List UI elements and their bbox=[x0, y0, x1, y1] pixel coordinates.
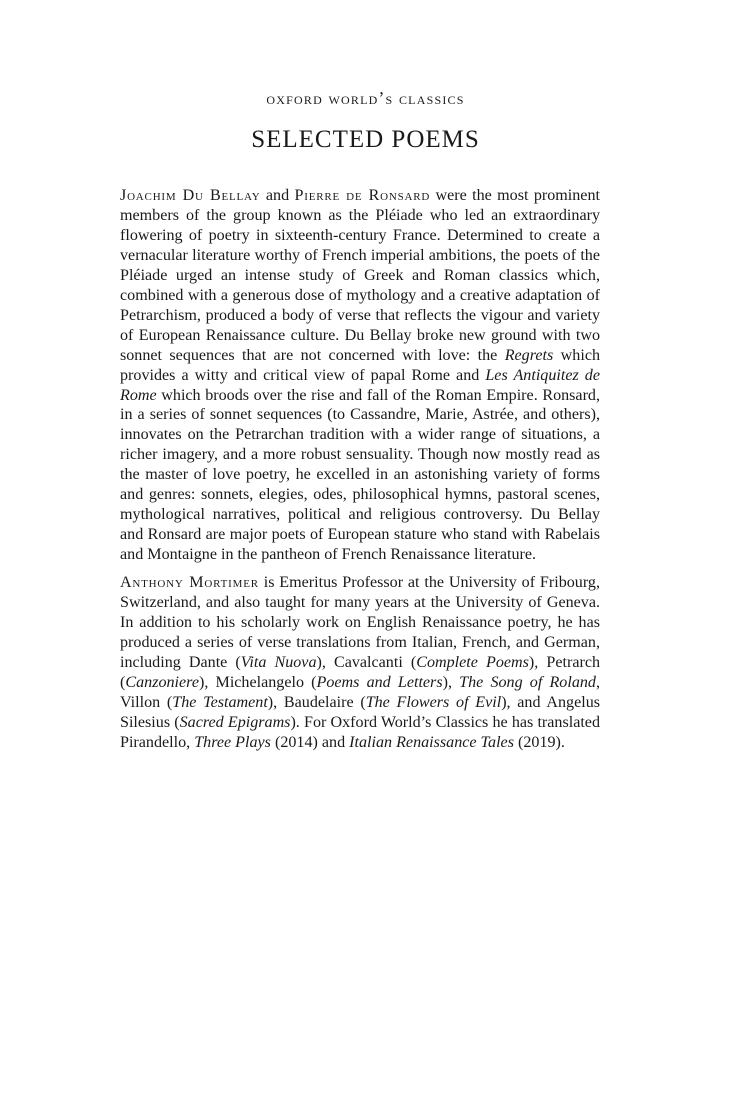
text-run: , Villon ( bbox=[120, 673, 600, 711]
work-title: The Flowers of Evil bbox=[365, 693, 502, 711]
work-title: Italian Renaissance Tales bbox=[349, 733, 514, 751]
text-run: is Emeritus Professor at the University of Fribourg, Switzerland, and also taught for many years at the University of Geneva. In addition to his scholarly work on English Renaissance poetry, he has produced a series of verse translations from Italian, French, and German, including Dante ( bbox=[120, 574, 600, 671]
author-name-du-bellay: Joachim Du Bellay bbox=[120, 187, 261, 204]
work-title: Complete Poems bbox=[416, 653, 529, 671]
text-run: (2019). bbox=[513, 733, 565, 751]
work-title: Canzoniere bbox=[125, 673, 199, 691]
work-title: Regrets bbox=[504, 346, 554, 364]
text-run: and bbox=[260, 187, 295, 204]
book-description bbox=[120, 186, 600, 565]
text-run: which provides a witty and critical view of papal Rome and bbox=[120, 346, 601, 384]
book-title: SELECTED POEMS bbox=[251, 126, 480, 153]
blurb bbox=[120, 186, 600, 761]
work-title: Les Antiquitez de Rome bbox=[120, 366, 600, 404]
text-run: (2014) and bbox=[270, 733, 350, 751]
work-title: Sacred Epigrams bbox=[179, 713, 291, 731]
text-run: ), Petrarch ( bbox=[120, 653, 601, 691]
translator-name: Anthony Mortimer bbox=[120, 574, 259, 592]
work-title: Three Plays bbox=[194, 733, 271, 751]
text-run: ). For Oxford World’s Classics he has translated Pirandello, bbox=[120, 713, 600, 751]
text-run: ), bbox=[442, 673, 460, 691]
text-run: which broods over the rise and fall of the Roman Empire. Ronsard, in a series of sonnet sequences (to Cassandre, Marie, Astrée, and others), innovates on the Petrarchan tradition with a wider range of situations, a richer imagery, and a more robust sensuality. Though now mostly read as the master of love poetry, he excelled in an astonishing variety of forms and genres: sonnets, elegies, odes, philosophical hymns, pastoral scenes, mythological narratives, political and religious controversy. Du Bellay and Ronsard are major poets of European stature who stand with Rabelais and Montaigne in the pantheon of French Renaissance literature. bbox=[120, 386, 600, 564]
work-title: The Testament bbox=[172, 693, 268, 711]
work-title: The Song of Roland bbox=[459, 673, 596, 691]
text-run: were the most prominent members of the group known as the Pléiade who led an extraordinary flowering of poetry in sixteenth-century France. Determined to create a vernacular literature worthy of French imperial ambitions, the poets of the Pléiade urged an intense study of Greek and Roman classics which, combined with a generous dose of mythology and a creative adaptation of Petrarchism, produced a body of verse that reflects the vigour and variety of European Renaissance culture. Du Bellay broke new ground with two sonnet sequences that are not concerned with love: the bbox=[120, 187, 600, 364]
text-run: ), Michelangelo ( bbox=[198, 673, 317, 691]
translator-bio bbox=[120, 573, 600, 753]
work-title: Poems and Letters bbox=[316, 673, 443, 691]
series-name: oxford world’s classics bbox=[266, 88, 465, 108]
text-run: ), Baudelaire ( bbox=[267, 693, 366, 711]
work-title: Vita Nuova bbox=[240, 653, 317, 671]
text-run: ), Cavalcanti ( bbox=[316, 653, 417, 671]
author-name-ronsard: Pierre de Ronsard bbox=[294, 187, 431, 204]
text-run: ), and Angelus Silesius ( bbox=[120, 693, 600, 731]
